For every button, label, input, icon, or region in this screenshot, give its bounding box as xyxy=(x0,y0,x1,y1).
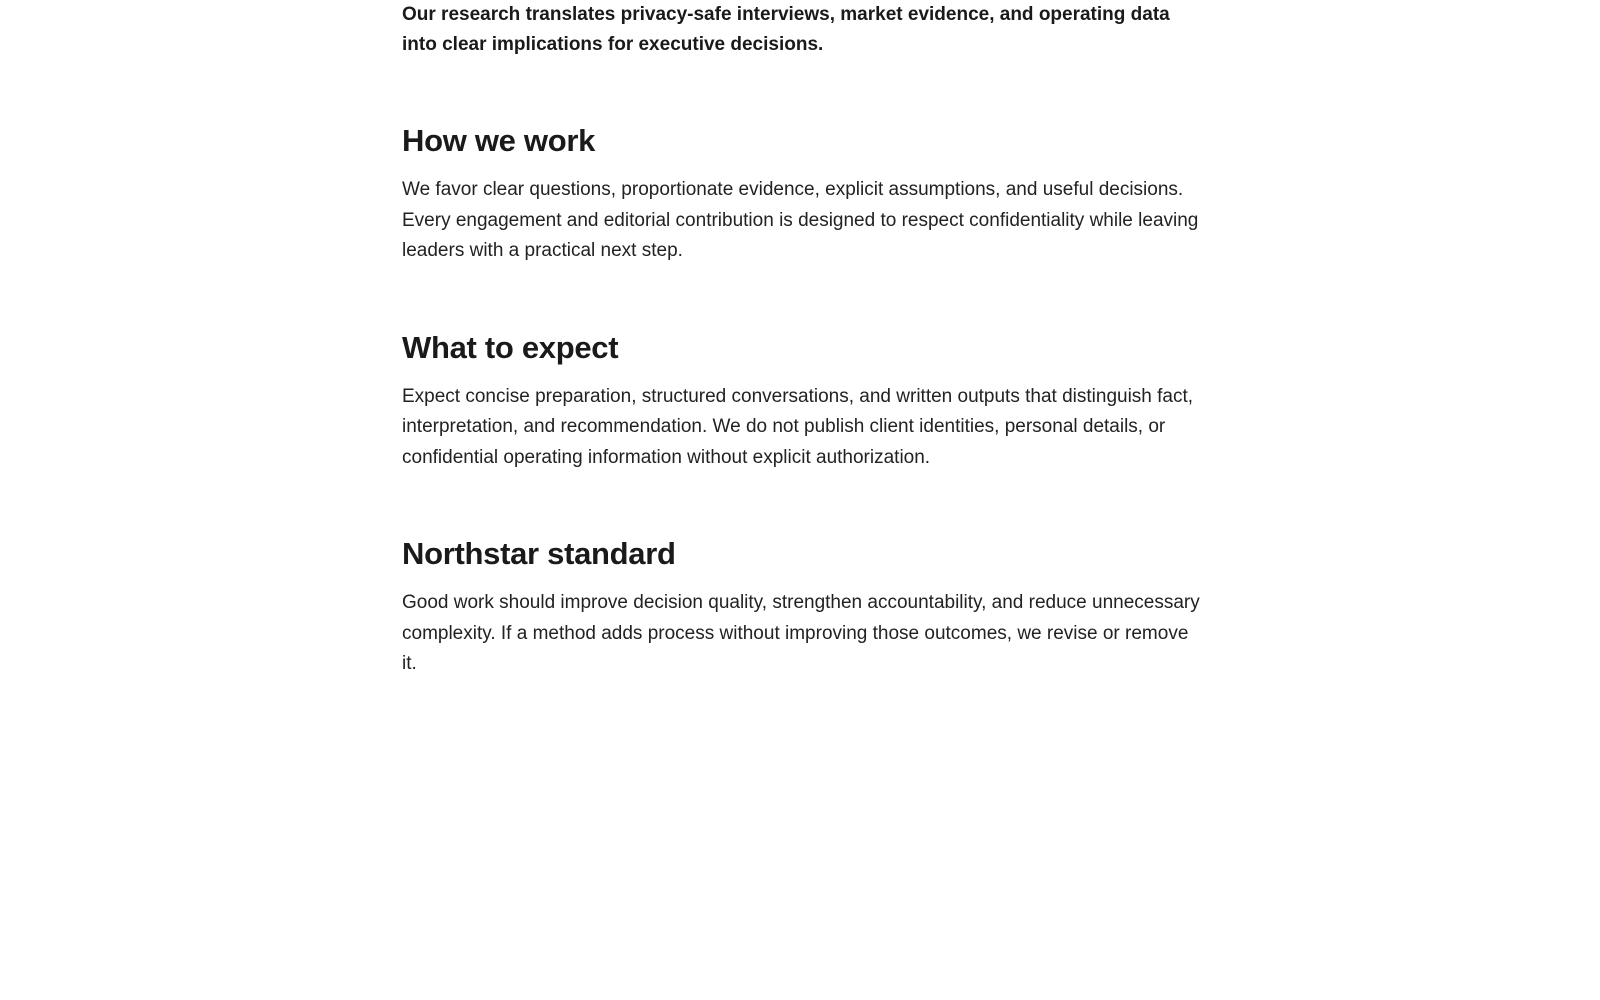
intro-lead: Our research translates privacy-safe interviews, market evidence, and operating data into clear implications for executive decisions. xyxy=(402,4,1170,55)
section-heading: Northstar standard xyxy=(402,536,676,571)
section-heading: How we work xyxy=(402,123,596,158)
section-heading: What to expect xyxy=(402,329,619,365)
section-body: Good work should improve decision quality, strengthen accountability, and reduce unnecessary complexity. If a method adds process without improving those outcomes, we revise or remove it. xyxy=(402,592,1200,674)
main-content xyxy=(402,0,1202,680)
section-how-we-work xyxy=(402,120,1202,267)
section-what-to-expect xyxy=(402,327,1202,474)
section-body: Expect concise preparation, structured conversations, and written outputs that distinguish fact, interpretation, and recommendation. We do not publish client identities, personal details, or confidential operating information without explicit authorization. xyxy=(402,385,1194,468)
section-northstar-standard xyxy=(402,533,1202,680)
section-body: We favor clear questions, proportionate evidence, explicit assumptions, and useful decisions. Every engagement and editorial contribution is designed to respect confidentiality while leaving leaders with a practical next step. xyxy=(402,179,1199,261)
